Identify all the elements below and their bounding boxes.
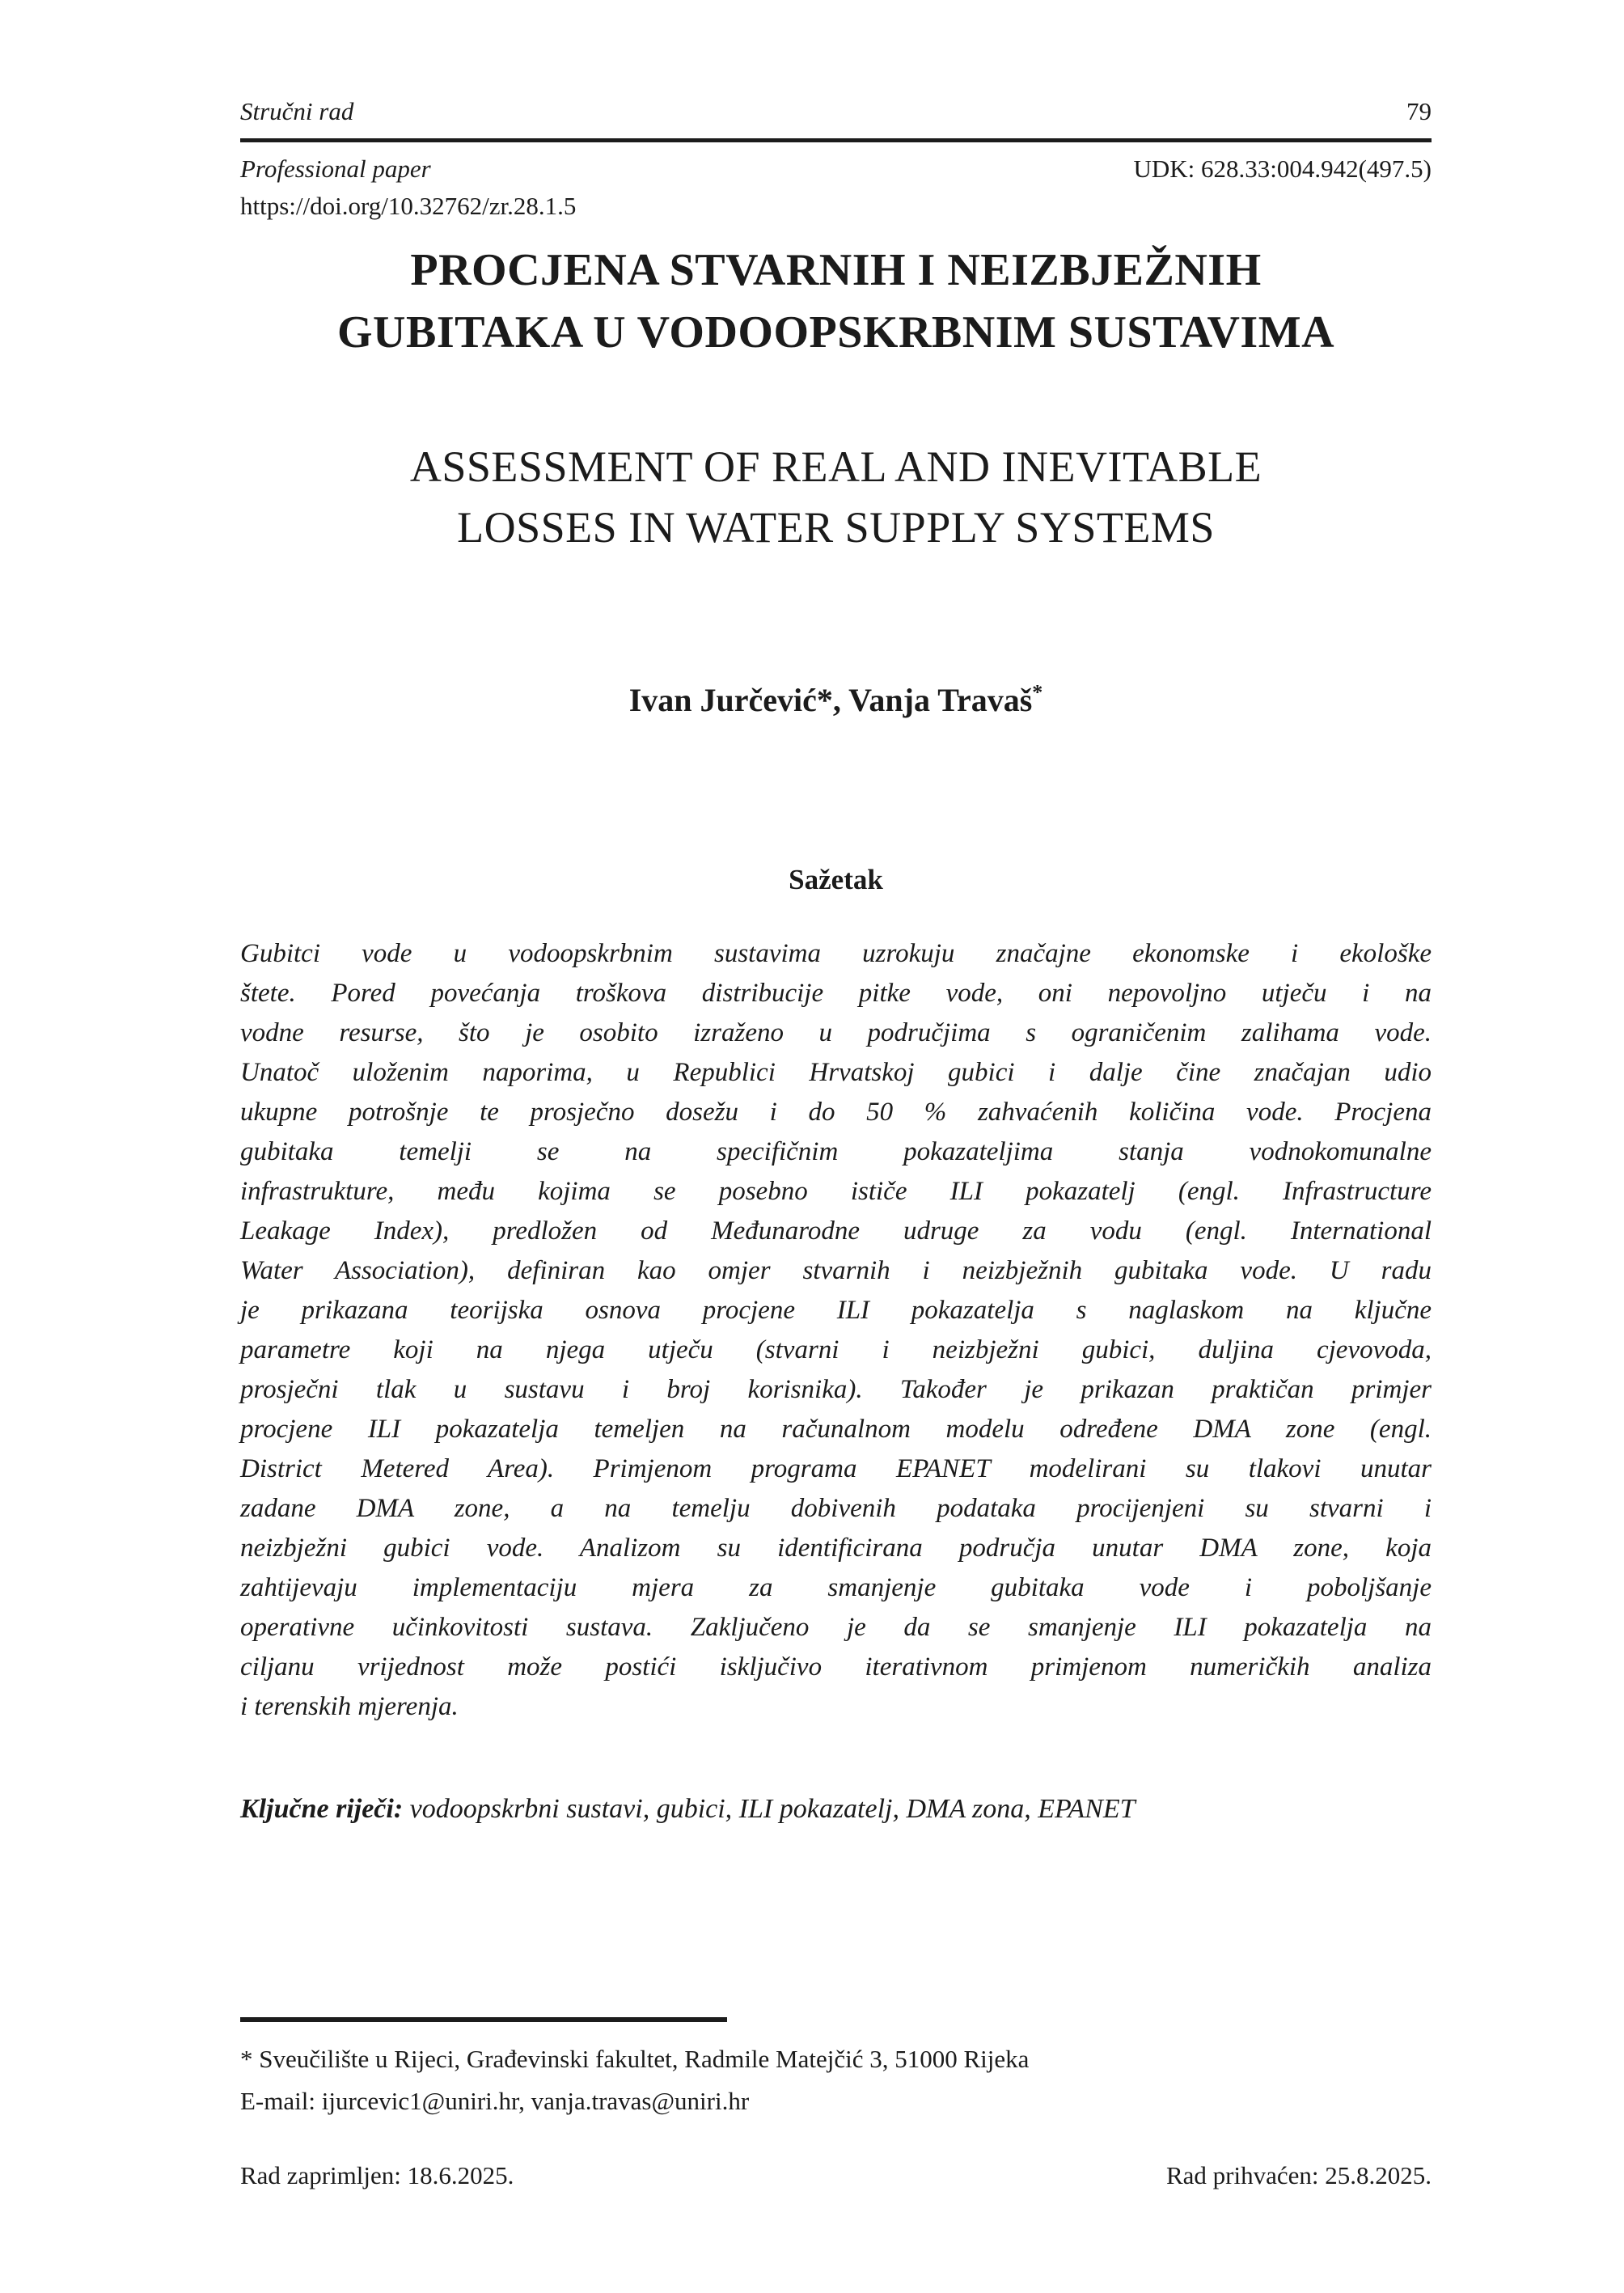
abstract-line: ciljanu vrijednost može postići isključivo iterativnom primjenom numeričkih analiza [240,1652,1432,1682]
title-english [240,437,1432,558]
abstract-line: infrastrukture, među kojima se posebno ističe ILI pokazatelj (engl. Infrastructure [240,1177,1432,1206]
header-rule [240,138,1432,142]
abstract-line: prosječni tlak u sustavu i broj korisnika). Također je prikazan praktičan primjer [240,1375,1432,1404]
abstract-line: Gubitci vode u vodoopskrbnim sustavima uzrokuju značajne ekonomske i ekološke [240,939,1432,968]
abstract-line: procjene ILI pokazatelja temeljen na računalnom modelu određene DMA zone (engl. [240,1415,1432,1444]
abstract-line: gubitaka temelji se na specifičnim pokazateljima stanja vodnokomunalne [240,1137,1432,1166]
abstract-line: zahtijevaju implementaciju mjera za smanjenje gubitaka vode i poboljšanje [240,1573,1432,1602]
abstract-line: Leakage Index), predložen od Međunarodne udruge za vodu (engl. International [240,1216,1432,1246]
section-label-en: Professional paper [240,154,431,183]
title-croatian-line1: PROCJENA STVARNIH I NEIZBJEŽNIH [410,245,1262,295]
abstract-line: i terenskih mjerenja. [240,1692,459,1721]
abstract-line: District Metered Area). Primjenom programa EPANET modelirani su tlakovi unutar [240,1454,1432,1483]
keywords-text: vodoopskrbni sustavi, gubici, ILI pokazatelj, DMA zona, EPANET [403,1794,1136,1824]
abstract-line: Unatoč uloženim naporima, u Republici Hrvatskoj gubici i dalje čine značajan udio [240,1058,1432,1087]
title-croatian-line2: GUBITAKA U VODOOPSKRBNIM SUSTAVIMA [336,307,1335,357]
udk-code: UDK: 628.33:004.942(497.5) [1133,154,1432,183]
abstract-line: Water Association), definiran kao omjer stvarnih i neizbježnih gubitaka vode. U radu [240,1256,1432,1285]
title-croatian [240,239,1432,364]
abstract-line: parametre koji na njega utječu (stvarni i neizbježni gubici, duljina cjevovoda, [240,1335,1432,1364]
abstract-paragraph [240,934,1432,1727]
abstract-line: zadane DMA zone, a na temelju dobivenih podataka procijenjeni su stvarni i [240,1494,1432,1523]
abstract-line: neizbježni gubici vode. Analizom su identificirana područja unutar DMA zone, koja [240,1534,1432,1563]
doi-row [240,191,1432,222]
dates-row [240,2160,1432,2192]
abstract-line: ukupne potrošnje te prosječno dosežu i do 50 % zahvaćenih količina vode. Procjena [240,1098,1432,1127]
page-number: 79 [1406,97,1432,125]
footnote-affiliation: * Sveučilište u Rijeci, Građevinski fakultet, Radmile Matejčić 3, 51000 Rijeka [240,2045,1030,2073]
abstract-line: vodne resurse, što je osobito izraženo u područjima s ograničenim zalihama vode. [240,1018,1432,1047]
title-english-line2: LOSSES IN WATER SUPPLY SYSTEMS [457,503,1215,552]
keywords-line [240,1789,1432,1829]
page-header [240,96,1432,127]
footnote-block [240,2038,1432,2122]
abstract-line: štete. Pored povećanja troškova distribucije pitke vode, oni nepovoljno utječu i na [240,979,1432,1008]
section-label-hr: Stručni rad [240,97,354,125]
keywords-label: Ključne riječi: [240,1794,404,1824]
footnote-rule [240,2017,727,2022]
author-footnote-marker: * [1032,680,1043,704]
abstract-line: operativne učinkovitosti sustava. Zaključeno je da se smanjenje ILI pokazatelja na [240,1613,1432,1642]
date-received: Rad zaprimljen: 18.6.2025. [240,2161,514,2189]
title-english-line1: ASSESSMENT OF REAL AND INEVITABLE [409,442,1262,491]
footnote-email: E-mail: ijurcevic1@uniri.hr, vanja.travas@uniri.hr [240,2087,750,2115]
abstract-heading: Sažetak [789,864,883,895]
authors-line [240,678,1432,723]
abstract-line: je prikazana teorijska osnova procjene ILI pokazatelja s naglaskom na ključne [240,1296,1432,1325]
paper-type-row [240,154,1432,184]
doi-link[interactable]: https://doi.org/10.32762/zr.28.1.5 [240,192,577,220]
date-accepted: Rad prihvaćen: 25.8.2025. [1165,2161,1432,2189]
author-names: Ivan Jurčević*, Vanja Travaš [628,682,1033,718]
